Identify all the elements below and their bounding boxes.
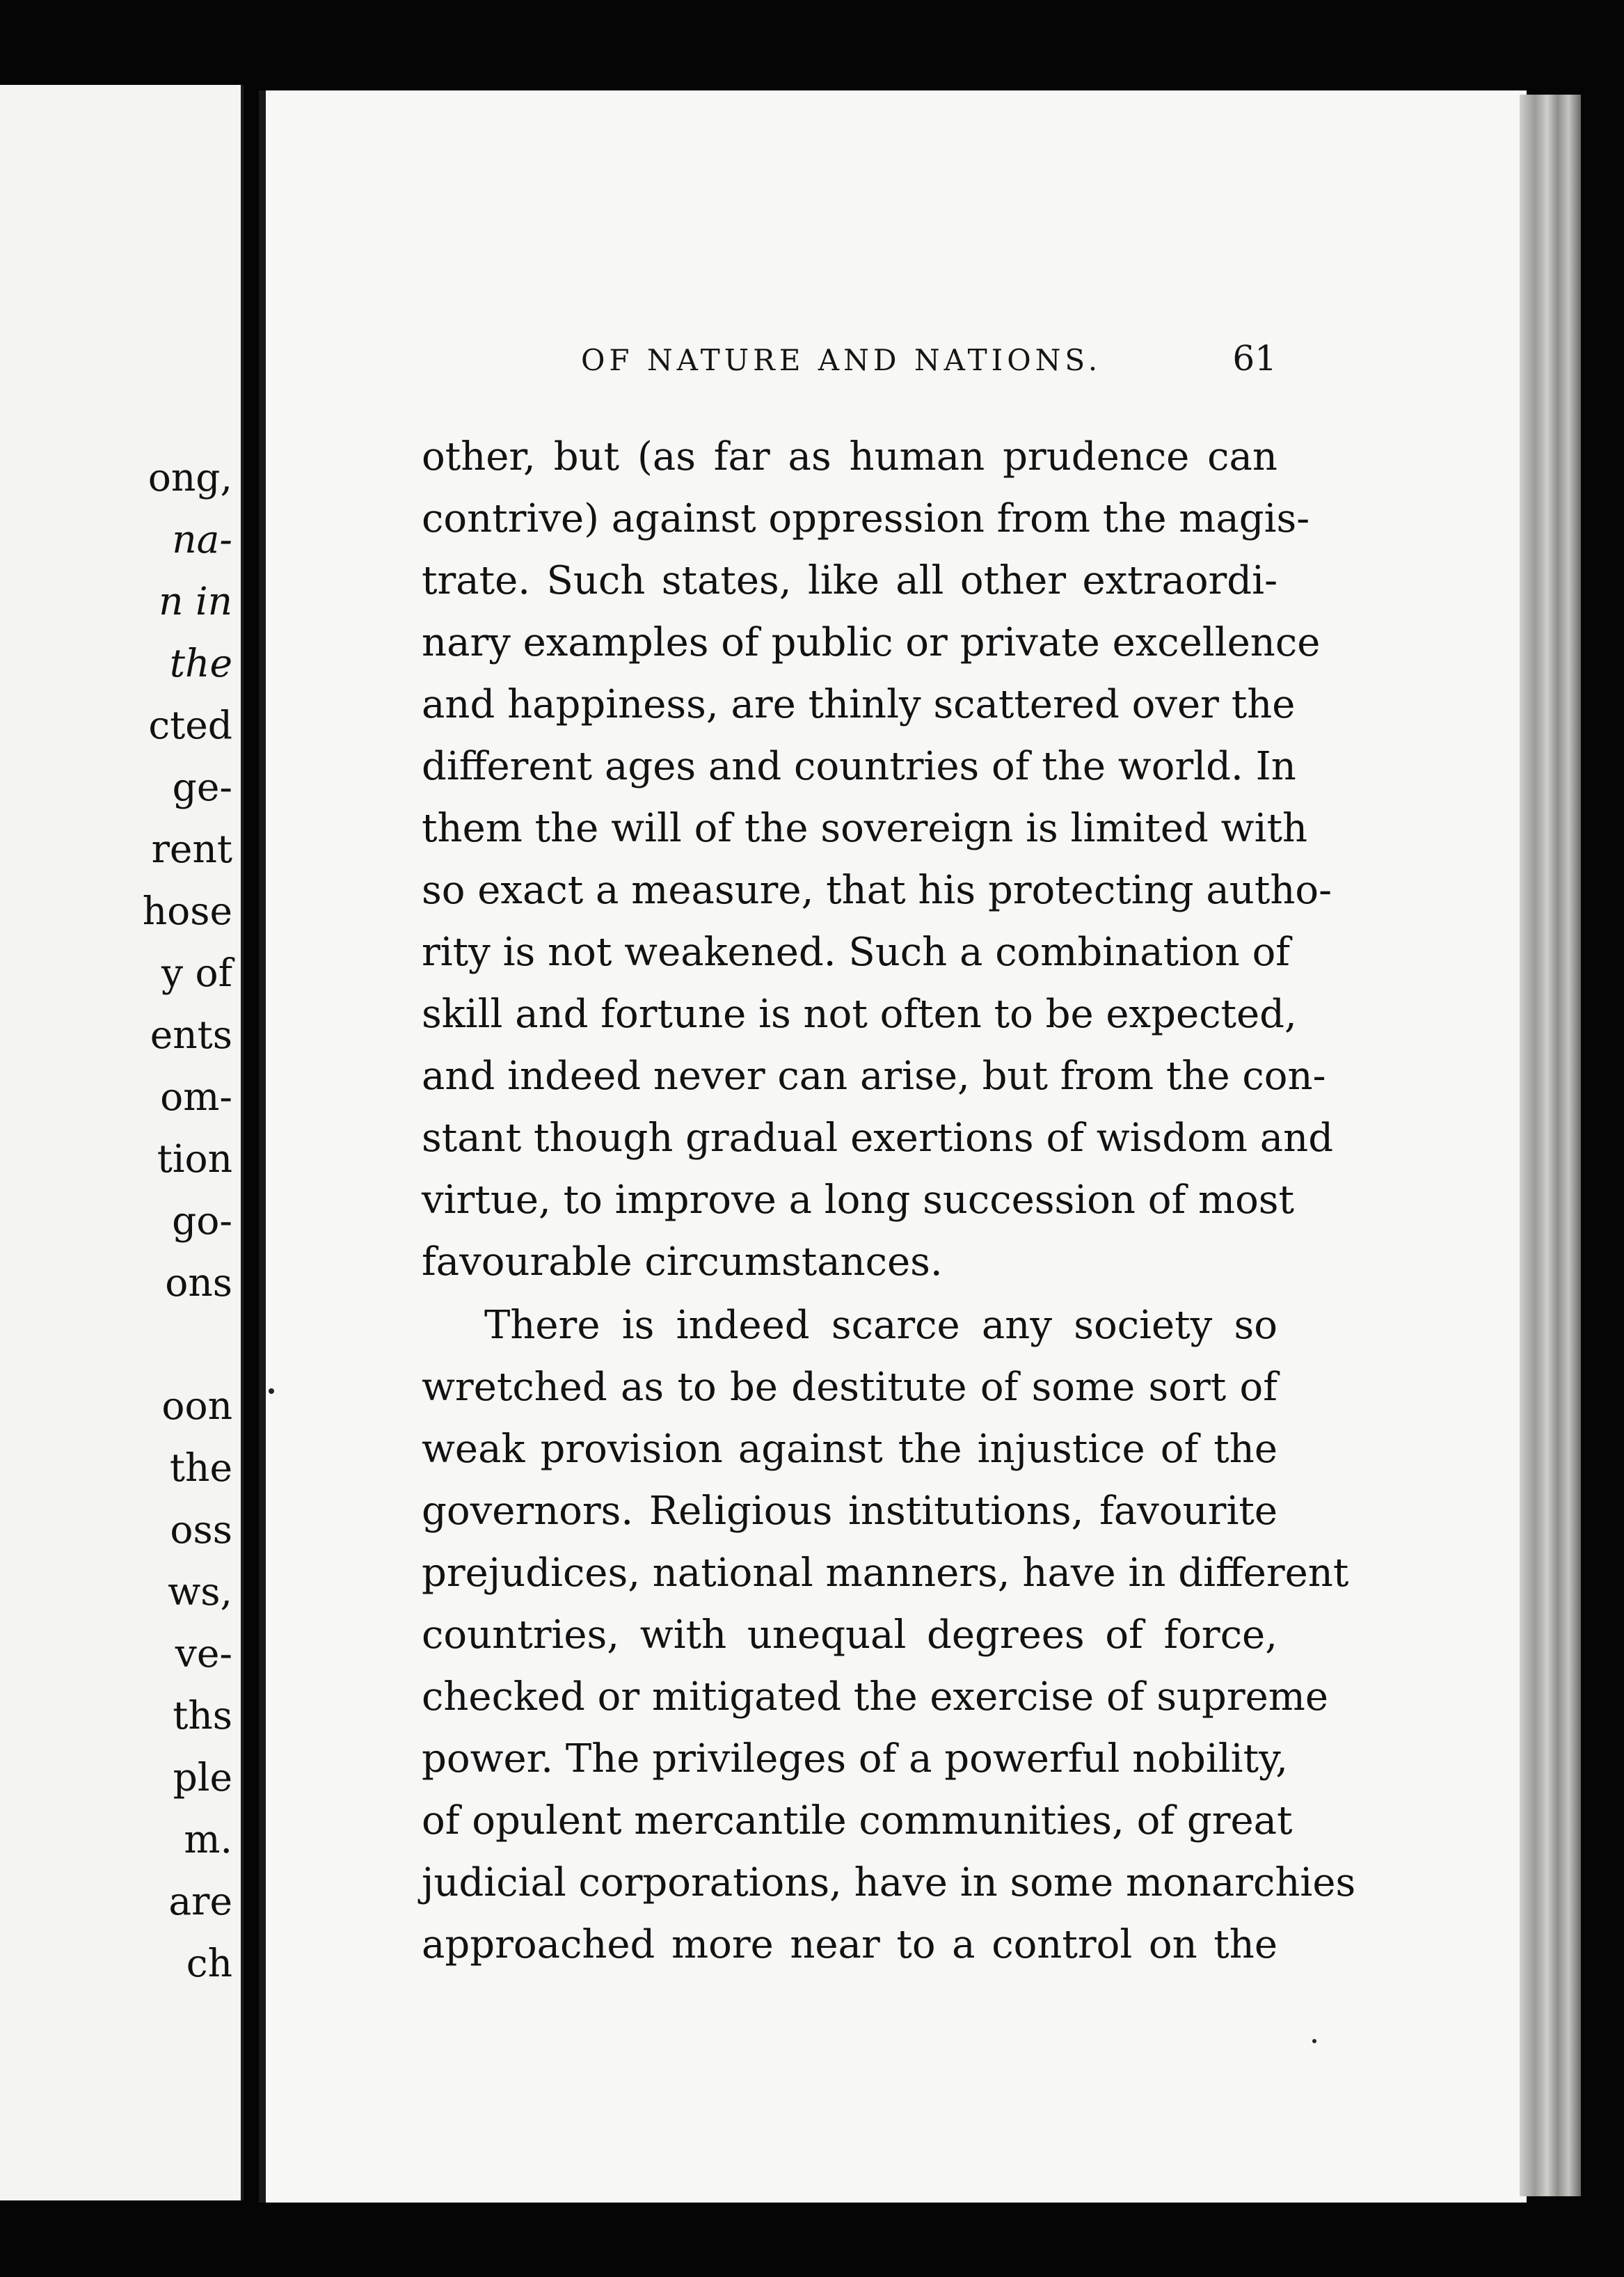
left-page-line: hose [142,889,232,933]
left-page-line: ong, [148,455,232,500]
text-line: prejudices, national manners, have in different [422,1550,1349,1596]
text-line: nary examples of public or private excellence [422,620,1321,665]
text-line: so exact a measure, that his protecting autho- [422,868,1332,913]
left-page-line: ve- [175,1631,232,1676]
left-page-line: ch [186,1941,232,1985]
text-line: skill and fortune is not often to be expected, [422,992,1297,1037]
left-page-line: go- [172,1198,232,1243]
page-body-text [422,426,1356,1976]
left-page-line: ws, [168,1569,232,1614]
left-page-line: ons [165,1260,232,1305]
left-page-line: y of [161,951,232,995]
text-line: and indeed never can arise, but from the con- [422,1054,1326,1099]
print-speck [269,1388,274,1394]
left-page-line: the [169,1445,232,1490]
left-page-line: ths [173,1693,232,1738]
text-line: There is indeed scarce any society so [484,1303,1277,1348]
text-line: other, but (as far as human prudence can [422,434,1277,479]
left-page-line: om- [160,1074,232,1119]
text-line: judicial corporations, have in some monarchies [422,1860,1356,1905]
left-page-line: ge- [172,765,232,809]
text-line: virtue, to improve a long succession of most [422,1177,1295,1223]
text-line: governors. Religious institutions, favourite [422,1489,1277,1534]
page-edge-stack [1520,95,1581,2196]
text-line: trate. Such states, like all other extraordi- [422,558,1277,603]
running-title: OF NATURE AND NATIONS. [581,343,1102,377]
text-line: wretched as to be destitute of some sort of [422,1365,1277,1410]
left-page-line: m. [184,1817,232,1862]
text-line: power. The privileges of a powerful nobility, [422,1736,1289,1782]
left-page-line: are [168,1879,232,1923]
text-line: checked or mitigated the exercise of supreme [422,1674,1329,1720]
text-line: countries, with unequal degrees of force, [422,1612,1277,1658]
print-speck [1312,2039,1316,2043]
text-line: rity is not weakened. Such a combination of [422,930,1291,975]
left-page-line: the [169,641,232,685]
paragraph [422,426,1334,1293]
text-line: different ages and countries of the world. In [422,744,1296,789]
left-page-text-fragments [3,447,232,1994]
left-facing-page [0,85,244,2200]
text-line: of opulent mercantile communities, of great [422,1798,1293,1843]
left-page-line: ents [150,1013,232,1057]
left-page-line: oon [161,1383,232,1428]
paragraph [422,1294,1356,1976]
text-line: favourable circumstances. [422,1239,943,1285]
text-line: them the will of the sovereign is limited with [422,806,1308,851]
left-page-line: cted [148,703,232,747]
running-head [581,338,1277,379]
left-page-line: ple [173,1755,232,1800]
text-line: weak provision against the injustice of the [422,1427,1277,1472]
text-line: stant though gradual exertions of wisdom and [422,1116,1334,1161]
text-line: and happiness, are thinly scattered over the [422,682,1296,727]
text-line: contrive) against oppression from the magis- [422,496,1310,541]
left-page-line: tion [157,1136,232,1181]
left-page-line: na- [172,517,232,562]
text-line: approached more near to a control on the [422,1922,1277,1967]
left-page-line: oss [170,1507,232,1552]
left-page-line: rent [151,827,232,871]
left-page-line: n in [159,579,232,624]
page-number: 61 [1232,338,1277,379]
